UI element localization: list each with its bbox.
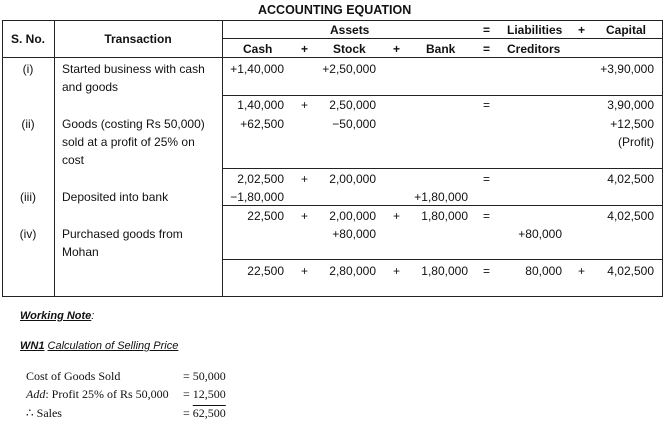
header-sno: S. No. [10,32,45,46]
capital-note: (Profit) [618,135,654,149]
add-label: Add [26,387,46,401]
cost-value: = 50,000 [183,369,226,383]
capital-cell: 3,90,000 [607,98,654,112]
header-bank: Bank [426,42,456,56]
cash-cell: 2,02,500 [237,172,284,186]
header-equals: = [483,23,491,37]
therefore-icon: ∴ [26,406,34,420]
transaction-line: cost [62,153,85,167]
equals-sign: = [483,98,491,112]
header-capital: Capital [606,23,647,37]
stock-cell: −50,000 [332,117,376,131]
sales-equals: = [183,406,190,420]
transaction-line: sold at a profit of 25% on [62,135,195,149]
profit-value: = 12,500 [183,387,226,401]
header-creditors: Creditors [507,42,561,56]
cost-label: Cost of Goods Sold [26,369,121,383]
profit-line [26,387,169,402]
header-cash: Cash [243,42,273,56]
stock-cell: 2,00,000 [329,172,376,186]
header-liabilities: Liabilities [507,23,563,37]
capital-cell: +12,500 [610,117,654,131]
bank-cell: 1,80,000 [421,264,468,278]
cash-cell: +62,500 [240,117,284,131]
profit-label: : Profit 25% of Rs 50,000 [45,387,169,401]
sno-cell: (iii) [20,190,36,204]
sno-cell: (i) [22,62,34,76]
equals-sign: = [483,172,491,186]
transaction-line: Deposited into bank [62,190,169,204]
header-plus: + [578,23,586,37]
working-note-title: Working Note [20,310,92,322]
cash-cell: 22,500 [247,264,284,278]
creditors-cell: 80,000 [525,264,562,278]
sales-line [26,406,62,421]
bank-cell: +1,80,000 [414,190,468,204]
capital-cell: 4,02,500 [607,209,654,223]
header-plus-1: + [301,42,309,56]
capital-cell: 4,02,500 [607,172,654,186]
plus-sign: + [393,209,401,223]
plus-sign: + [578,264,586,278]
bank-cell: 1,80,000 [421,209,468,223]
equals-sign: = [483,264,491,278]
sales-label: Sales [36,406,62,420]
cash-cell: 22,500 [247,209,284,223]
sales-value [183,406,226,421]
transaction-line: and goods [62,80,119,94]
transaction-line: Goods (costing Rs 50,000) [62,117,205,131]
plus-sign: + [301,209,309,223]
header-equals-2: = [483,42,491,56]
header-stock: Stock [333,42,366,56]
equals-sign: = [483,209,491,223]
creditors-cell: +80,000 [518,227,562,241]
plus-sign: + [301,98,309,112]
stock-cell: 2,50,000 [329,98,376,112]
working-note-heading [20,310,94,322]
header-assets: Assets [330,23,370,37]
plus-sign: + [393,264,401,278]
stock-cell: +2,50,000 [322,62,376,76]
working-note-colon: : [91,310,95,322]
sno-cell: (iv) [19,227,37,241]
wn1-heading [20,340,178,352]
sales-amount: 62,500 [192,406,226,420]
plus-sign: + [301,172,309,186]
stock-cell: +80,000 [332,227,376,241]
transaction-line: Purchased goods from [62,227,183,241]
page-title: ACCOUNTING EQUATION [258,3,412,17]
transaction-line: Mohan [62,245,99,259]
wn1-title: Calculation of Selling Price [47,340,179,352]
sno-cell: (ii) [21,117,35,131]
header-transaction: Transaction [104,32,172,46]
cash-cell: −1,80,000 [230,190,284,204]
capital-cell: +3,90,000 [600,62,654,76]
header-plus-2: + [393,42,401,56]
transaction-line: Started business with cash [62,62,205,76]
cash-cell: +1,40,000 [230,62,284,76]
capital-cell: 4,02,500 [607,264,654,278]
stock-cell: 2,00,000 [329,209,376,223]
wn1-label: WN1 [20,340,45,352]
plus-sign: + [301,264,309,278]
stock-cell: 2,80,000 [329,264,376,278]
cash-cell: 1,40,000 [237,98,284,112]
